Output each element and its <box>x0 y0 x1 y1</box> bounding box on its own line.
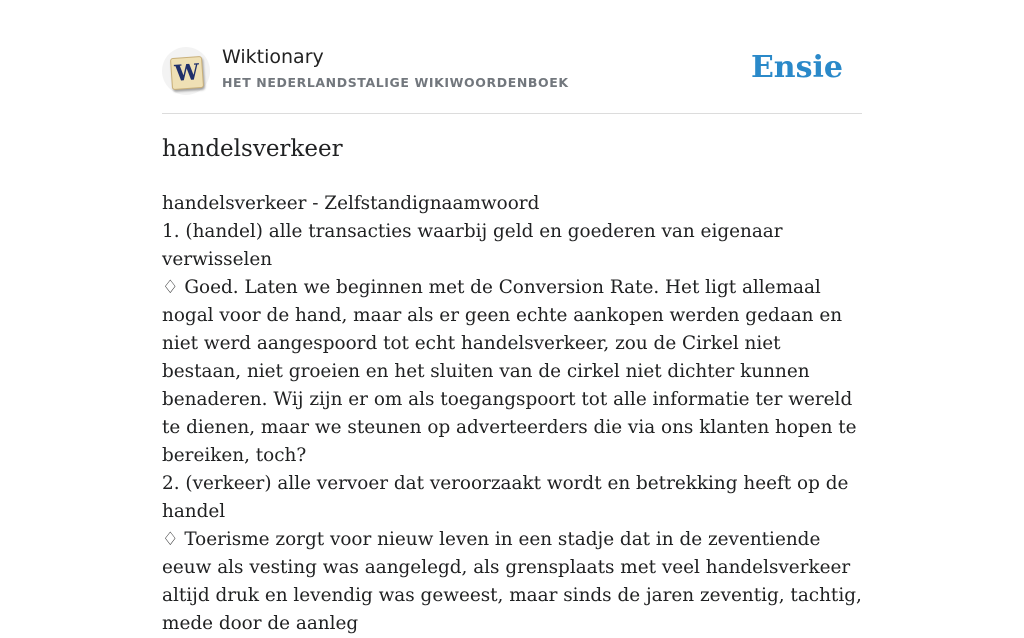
ensie-brand-link[interactable]: Ensie <box>750 50 843 85</box>
dictionary-entry <box>162 190 864 638</box>
wiktionary-logo[interactable] <box>162 47 210 95</box>
logo-letter: W <box>173 59 201 87</box>
sense-definition: 2. (verkeer) alle vervoer dat veroorzaakt wordt en betrekking heeft op de handel <box>162 473 849 522</box>
logo-tile-icon <box>170 56 204 90</box>
sense-definition: 1. (handel) alle transacties waarbij geld en goederen van eigenaar verwisselen <box>162 221 783 270</box>
sense-example: ♢ Goed. Laten we beginnen met de Conversion Rate. Het ligt allemaal nogal voor de hand, maar als er geen echte aankopen werden gedaan en niet werd aangespoord tot echt handelsverkeer, zou de Cirkel niet bestaan, niet groeien en het sluiten van de cirkel niet dichter kunnen benaderen. Wij zijn er om als toegangspoort tot alle informatie ter wereld te dienen, maar we steunen op adverteerders die via ons klanten hopen te bereiken, toch? <box>162 277 857 466</box>
entry-heading: handelsverkeer - Zelfstandignaamwoord <box>162 193 540 214</box>
site-tagline: HET NEDERLANDSTALIGE WIKIWOORDENBOEK <box>222 75 569 90</box>
page-title: handelsverkeer <box>162 136 343 162</box>
sense-example: ♢ Toerisme zorgt voor nieuw leven in een stadje dat in de zeventiende eeuw als vesting was aangelegd, als grensplaats met veel handelsverkeer altijd druk en levendig was geweest, maar sinds de jaren zeventig, tachtig, mede door de aanleg <box>162 529 862 634</box>
site-name[interactable]: Wiktionary <box>222 46 324 68</box>
header-divider <box>162 113 862 114</box>
site-header <box>162 44 862 98</box>
